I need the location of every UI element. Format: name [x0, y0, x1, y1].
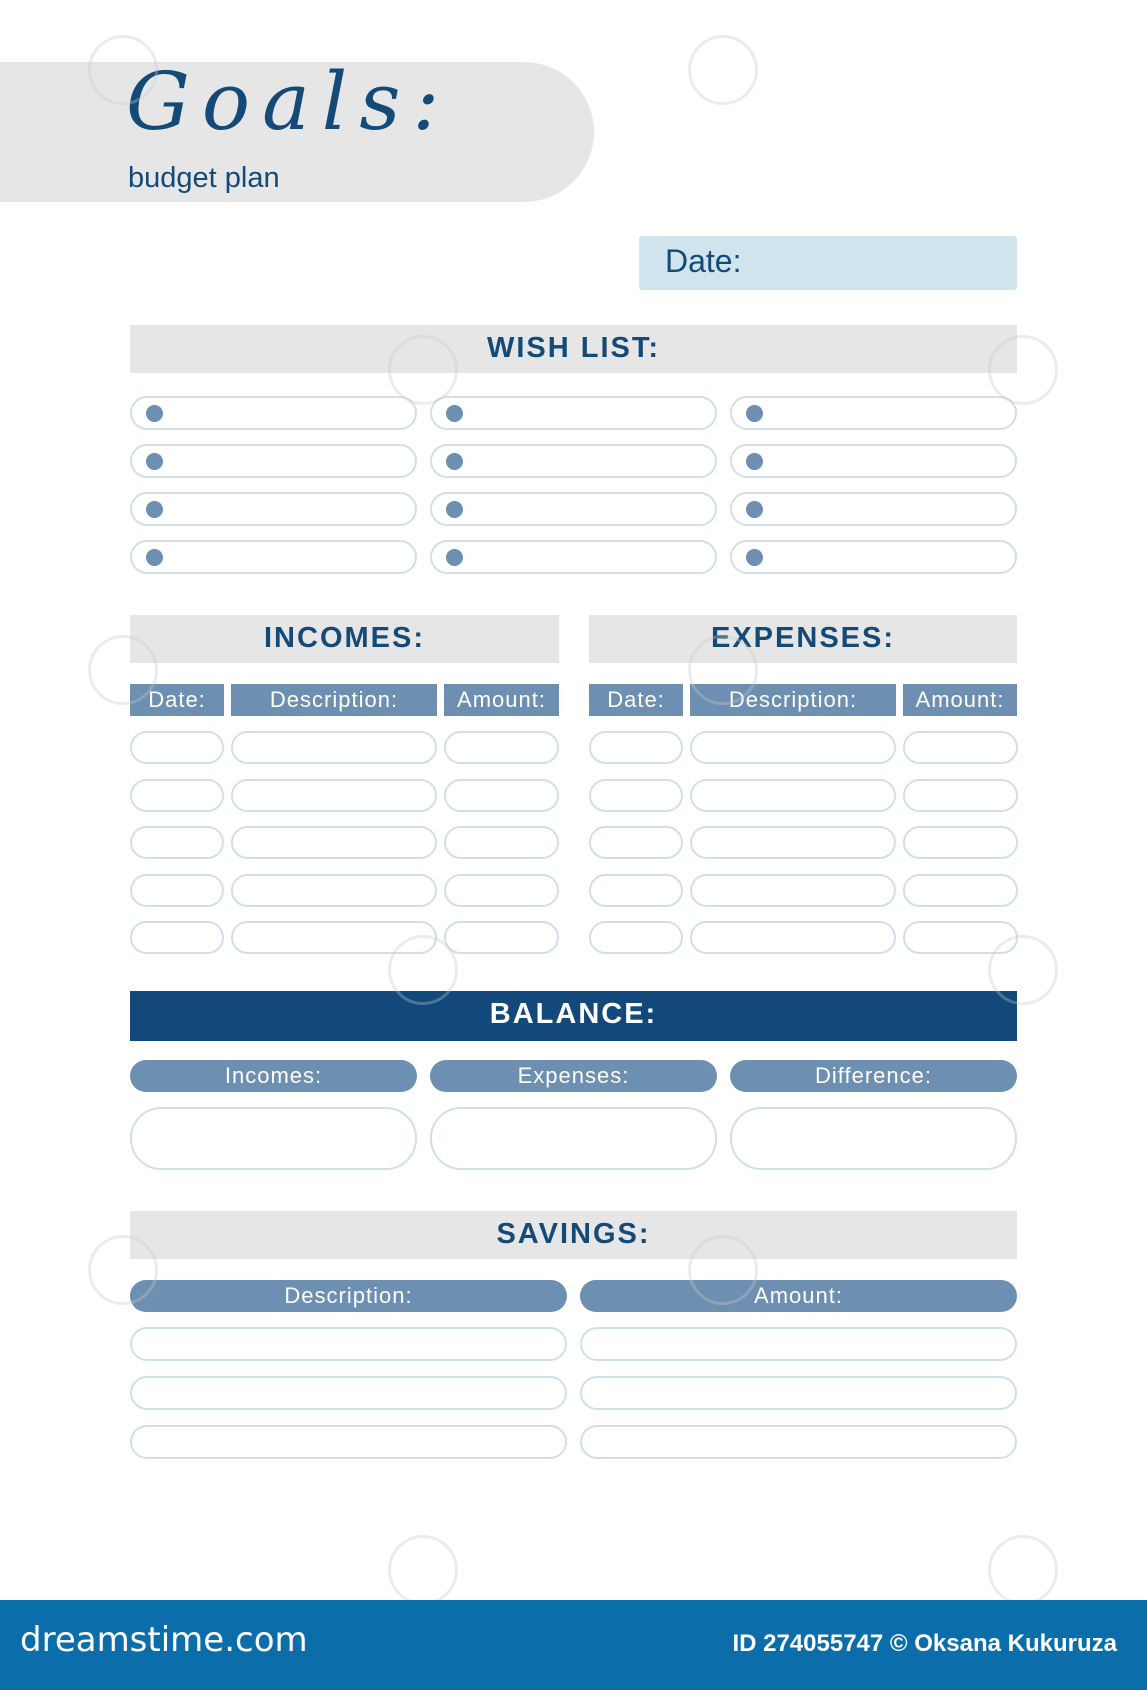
wish-list-header: WISH LIST: — [130, 325, 1017, 373]
bullet-icon — [146, 453, 163, 470]
watermark-logo-icon — [88, 635, 158, 705]
expenses-description-field[interactable] — [690, 826, 896, 859]
balance-incomes-field[interactable] — [130, 1107, 417, 1170]
wish-list-item[interactable] — [130, 444, 417, 478]
incomes-description-field[interactable] — [231, 826, 437, 859]
balance-difference-column-header: Difference: — [730, 1060, 1017, 1092]
expenses-amount-column-header: Amount: — [903, 684, 1017, 716]
savings-amount-field[interactable] — [580, 1376, 1017, 1410]
bullet-icon — [446, 453, 463, 470]
page-subtitle: budget plan — [128, 162, 280, 194]
expenses-date-column-header: Date: — [589, 684, 683, 716]
bullet-icon — [446, 501, 463, 518]
watermark-logo-icon — [688, 635, 758, 705]
savings-description-column-header: Description: — [130, 1280, 567, 1312]
watermark-logo-icon — [988, 335, 1058, 405]
watermark-logo-icon — [688, 1235, 758, 1305]
incomes-amount-field[interactable] — [444, 826, 559, 859]
incomes-description-field[interactable] — [231, 874, 437, 907]
expenses-date-field[interactable] — [589, 874, 683, 907]
incomes-header: INCOMES: — [130, 615, 559, 663]
expenses-amount-field[interactable] — [903, 826, 1018, 859]
wish-list-item[interactable] — [730, 492, 1017, 526]
incomes-amount-field[interactable] — [444, 779, 559, 812]
footer-brand[interactable]: dreamstime.com — [20, 1620, 308, 1660]
bullet-icon — [746, 501, 763, 518]
watermark-logo-icon — [388, 935, 458, 1005]
watermark-logo-icon — [88, 1235, 158, 1305]
page-title: Goals: — [126, 55, 452, 148]
expenses-description-field[interactable] — [690, 731, 896, 764]
incomes-description-field[interactable] — [231, 779, 437, 812]
watermark-logo-icon — [88, 35, 158, 105]
wish-list-item[interactable] — [730, 540, 1017, 574]
wish-list-item[interactable] — [130, 492, 417, 526]
expenses-date-field[interactable] — [589, 826, 683, 859]
incomes-date-field[interactable] — [130, 826, 224, 859]
wish-list-item[interactable] — [430, 444, 717, 478]
savings-description-field[interactable] — [130, 1327, 567, 1361]
footer-credit: ID 274055747 © Oksana Kukuruza — [732, 1630, 1117, 1657]
bullet-icon — [746, 549, 763, 566]
bullet-icon — [446, 549, 463, 566]
expenses-description-field[interactable] — [690, 874, 896, 907]
bullet-icon — [146, 549, 163, 566]
savings-description-field[interactable] — [130, 1376, 567, 1410]
wish-list-item[interactable] — [430, 540, 717, 574]
expenses-description-field[interactable] — [690, 921, 896, 954]
balance-header: BALANCE: — [130, 991, 1017, 1041]
wish-list-item[interactable] — [430, 396, 717, 430]
savings-description-field[interactable] — [130, 1425, 567, 1459]
wish-list-item[interactable] — [730, 444, 1017, 478]
expenses-description-column-header: Description: — [690, 684, 896, 716]
expenses-description-field[interactable] — [690, 779, 896, 812]
incomes-description-field[interactable] — [231, 731, 437, 764]
watermark-logo-icon — [688, 35, 758, 105]
expenses-amount-field[interactable] — [903, 779, 1018, 812]
expenses-date-field[interactable] — [589, 921, 683, 954]
balance-expenses-field[interactable] — [430, 1107, 717, 1170]
incomes-description-column-header: Description: — [231, 684, 437, 716]
savings-amount-field[interactable] — [580, 1425, 1017, 1459]
bullet-icon — [746, 405, 763, 422]
balance-expenses-column-header: Expenses: — [430, 1060, 717, 1092]
watermark-logo-icon — [388, 335, 458, 405]
incomes-date-field[interactable] — [130, 731, 224, 764]
watermark-logo-icon — [388, 1535, 458, 1605]
savings-amount-field[interactable] — [580, 1327, 1017, 1361]
expenses-amount-field[interactable] — [903, 731, 1018, 764]
expenses-date-field[interactable] — [589, 731, 683, 764]
expenses-date-field[interactable] — [589, 779, 683, 812]
wish-list-item[interactable] — [730, 396, 1017, 430]
footer-bar — [0, 1600, 1147, 1690]
incomes-amount-column-header: Amount: — [444, 684, 559, 716]
wish-list-item[interactable] — [130, 540, 417, 574]
bullet-icon — [746, 453, 763, 470]
date-field[interactable] — [639, 236, 1017, 290]
bullet-icon — [146, 405, 163, 422]
wish-list-item[interactable] — [430, 492, 717, 526]
incomes-amount-field[interactable] — [444, 731, 559, 764]
savings-header: SAVINGS: — [130, 1211, 1017, 1259]
incomes-date-field[interactable] — [130, 779, 224, 812]
incomes-date-field[interactable] — [130, 874, 224, 907]
incomes-date-column-header: Date: — [130, 684, 224, 716]
watermark-logo-icon — [988, 1535, 1058, 1605]
incomes-date-field[interactable] — [130, 921, 224, 954]
bullet-icon — [446, 405, 463, 422]
balance-incomes-column-header: Incomes: — [130, 1060, 417, 1092]
balance-difference-field[interactable] — [730, 1107, 1017, 1170]
savings-amount-column-header: Amount: — [580, 1280, 1017, 1312]
watermark-logo-icon — [988, 935, 1058, 1005]
incomes-amount-field[interactable] — [444, 921, 559, 954]
expenses-header: EXPENSES: — [589, 615, 1017, 663]
expenses-amount-field[interactable] — [903, 874, 1018, 907]
bullet-icon — [146, 501, 163, 518]
wish-list-item[interactable] — [130, 396, 417, 430]
incomes-amount-field[interactable] — [444, 874, 559, 907]
date-label: Date: — [665, 243, 742, 279]
